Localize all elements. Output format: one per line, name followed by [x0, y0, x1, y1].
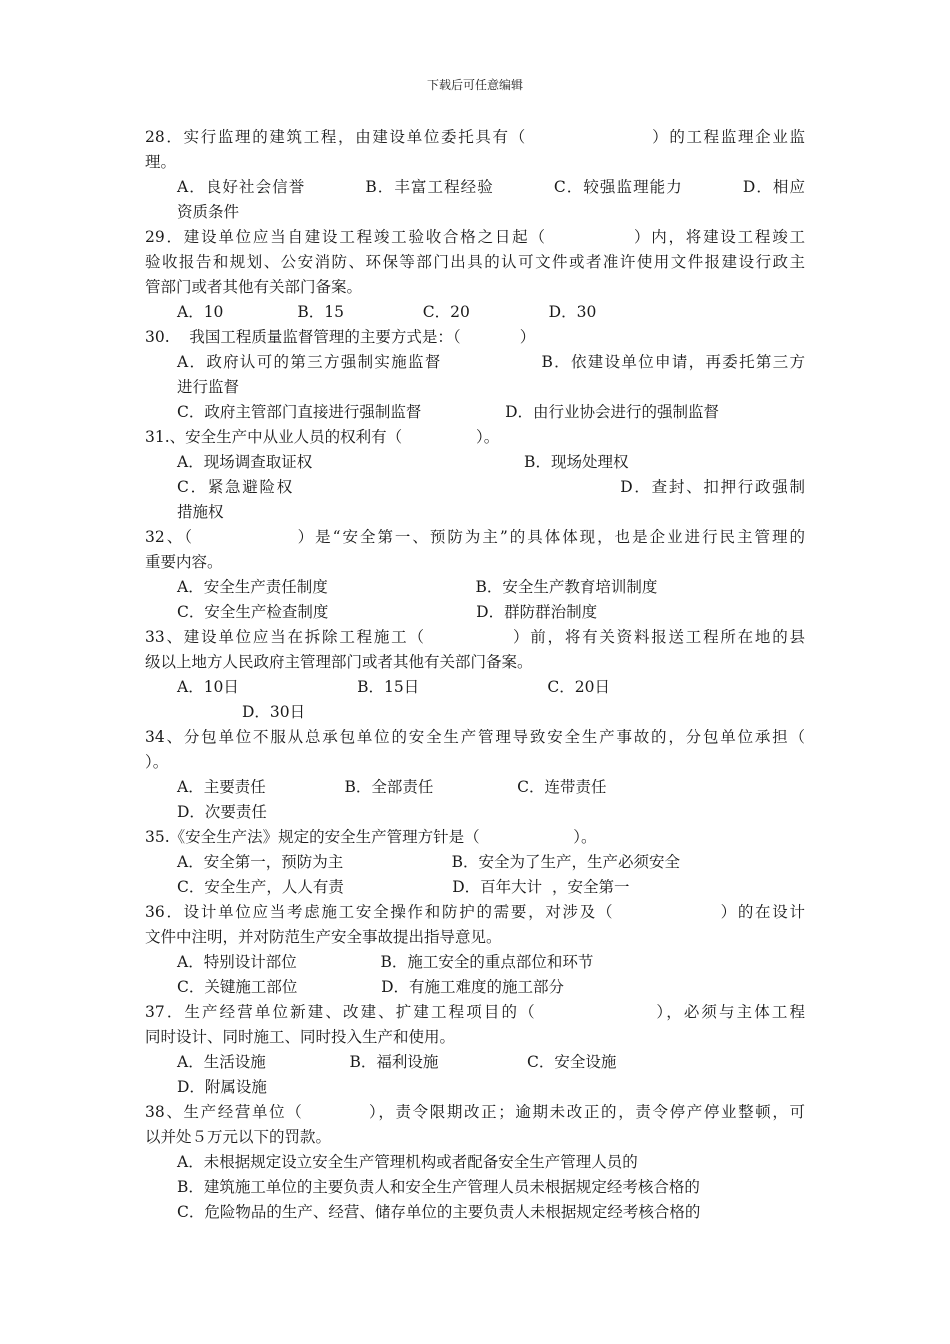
text-line: 32、（ ）是“安全第一、预防为主”的具体体现，也是企业进行民主管理的: [145, 528, 805, 546]
text-line: A．安全生产责任制度 B．安全生产教育培训制度: [177, 578, 658, 596]
text-line: A．生活设施 B．福利设施 C．安全设施: [177, 1053, 617, 1071]
text-line: 34、分包单位不服从总承包单位的安全生产管理导致安全生产事故的，分包单位承担（: [145, 728, 805, 746]
text-line: C．关键施工部位 D．有施工难度的施工部分: [177, 978, 565, 996]
text-line: C．安全生产检查制度 D．群防群治制度: [177, 603, 598, 621]
text-line: A．未根据规定设立安全生产管理机构或者配备安全生产管理人员的: [177, 1153, 638, 1171]
text-line: C．紧急避险权 D．查封、扣押行政强制: [177, 478, 805, 496]
text-line: D．次要责任: [177, 803, 267, 821]
page-header: 下载后可任意编辑: [426, 78, 523, 92]
text-line: 进行监督: [177, 378, 240, 396]
text-line: A．10日 B．15日 C．20日: [177, 678, 610, 696]
text-line: 文件中注明，并对防范生产安全事故提出指导意见。: [145, 928, 502, 946]
text-line: 38、生产经营单位（ ），责令限期改正；逾期未改正的，责令停产停业整顿，可: [145, 1103, 805, 1121]
text-line: 理。: [145, 153, 177, 171]
text-line: D．30日: [242, 703, 306, 721]
text-line: C．安全生产，人人有责 D．百年大计 ，安全第一: [177, 878, 630, 896]
text-line: A．安全第一，预防为主 B．安全为了生产，生产必须安全: [177, 853, 680, 871]
text-line: C．政府主管部门直接进行强制监督 D．由行业协会进行的强制监督: [177, 403, 720, 421]
text-line: A．特别设计部位 B．施工安全的重点部位和环节: [177, 953, 594, 971]
text-line: B．建筑施工单位的主要负责人和安全生产管理人员未根据规定经考核合格的: [177, 1178, 700, 1196]
text-line: 管部门或者其他有关部门备案。: [145, 278, 363, 296]
text-line: 37．生产经营单位新建、改建、扩建工程项目的（ ），必须与主体工程: [145, 1003, 805, 1021]
text-line: A．现场调查取证权 B．现场处理权: [177, 453, 629, 471]
text-line: 35.《安全生产法》规定的安全生产管理方针是（ ）。: [145, 828, 597, 846]
text-line: 重要内容。: [145, 553, 223, 571]
text-line: D．附属设施: [177, 1078, 267, 1096]
text-line: A．政府认可的第三方强制实施监督 B．依建设单位申请，再委托第三方: [177, 353, 805, 371]
text-line: 级以上地方人民政府主管理部门或者其他有关部门备案。: [145, 653, 533, 671]
text-line: 以并处５万元以下的罚款。: [145, 1128, 332, 1146]
text-line: A．良好社会信誉 B．丰富工程经验 C．较强监理能力 D．相应: [177, 178, 805, 196]
text-line: A．主要责任 B．全部责任 C．连带责任: [177, 778, 607, 796]
text-line: 措施权: [177, 503, 224, 521]
text-line: A．10 B．15 C．20 D．30: [177, 303, 597, 321]
text-line: C．危险物品的生产、经营、储存单位的主要负责人未根据规定经考核合格的: [177, 1203, 701, 1221]
text-line: 33、建设单位应当在拆除工程施工（ ）前，将有关资料报送工程所在地的县: [145, 628, 805, 646]
text-line: 31.、安全生产中从业人员的权利有（ ）。: [145, 428, 500, 446]
text-line: 36．设计单位应当考虑施工安全操作和防护的需要，对涉及（ ）的在设计: [145, 903, 805, 921]
text-line: 30. 我国工程质量监督管理的主要方式是：（ ）: [145, 328, 536, 346]
text-line: 29．建设单位应当自建设工程竣工验收合格之日起（ ）内，将建设工程竣工: [145, 228, 805, 246]
text-line: 验收报告和规划、公安消防、环保等部门出具的认可文件或者准许使用文件报建设行政主: [145, 253, 805, 271]
text-line: 28．实行监理的建筑工程，由建设单位委托具有（ ）的工程监理企业监: [145, 128, 805, 146]
text-line: ）。: [145, 753, 169, 771]
text-line: 同时设计、同时施工、同时投入生产和使用。: [145, 1028, 456, 1046]
text-line: 资质条件: [177, 203, 240, 221]
